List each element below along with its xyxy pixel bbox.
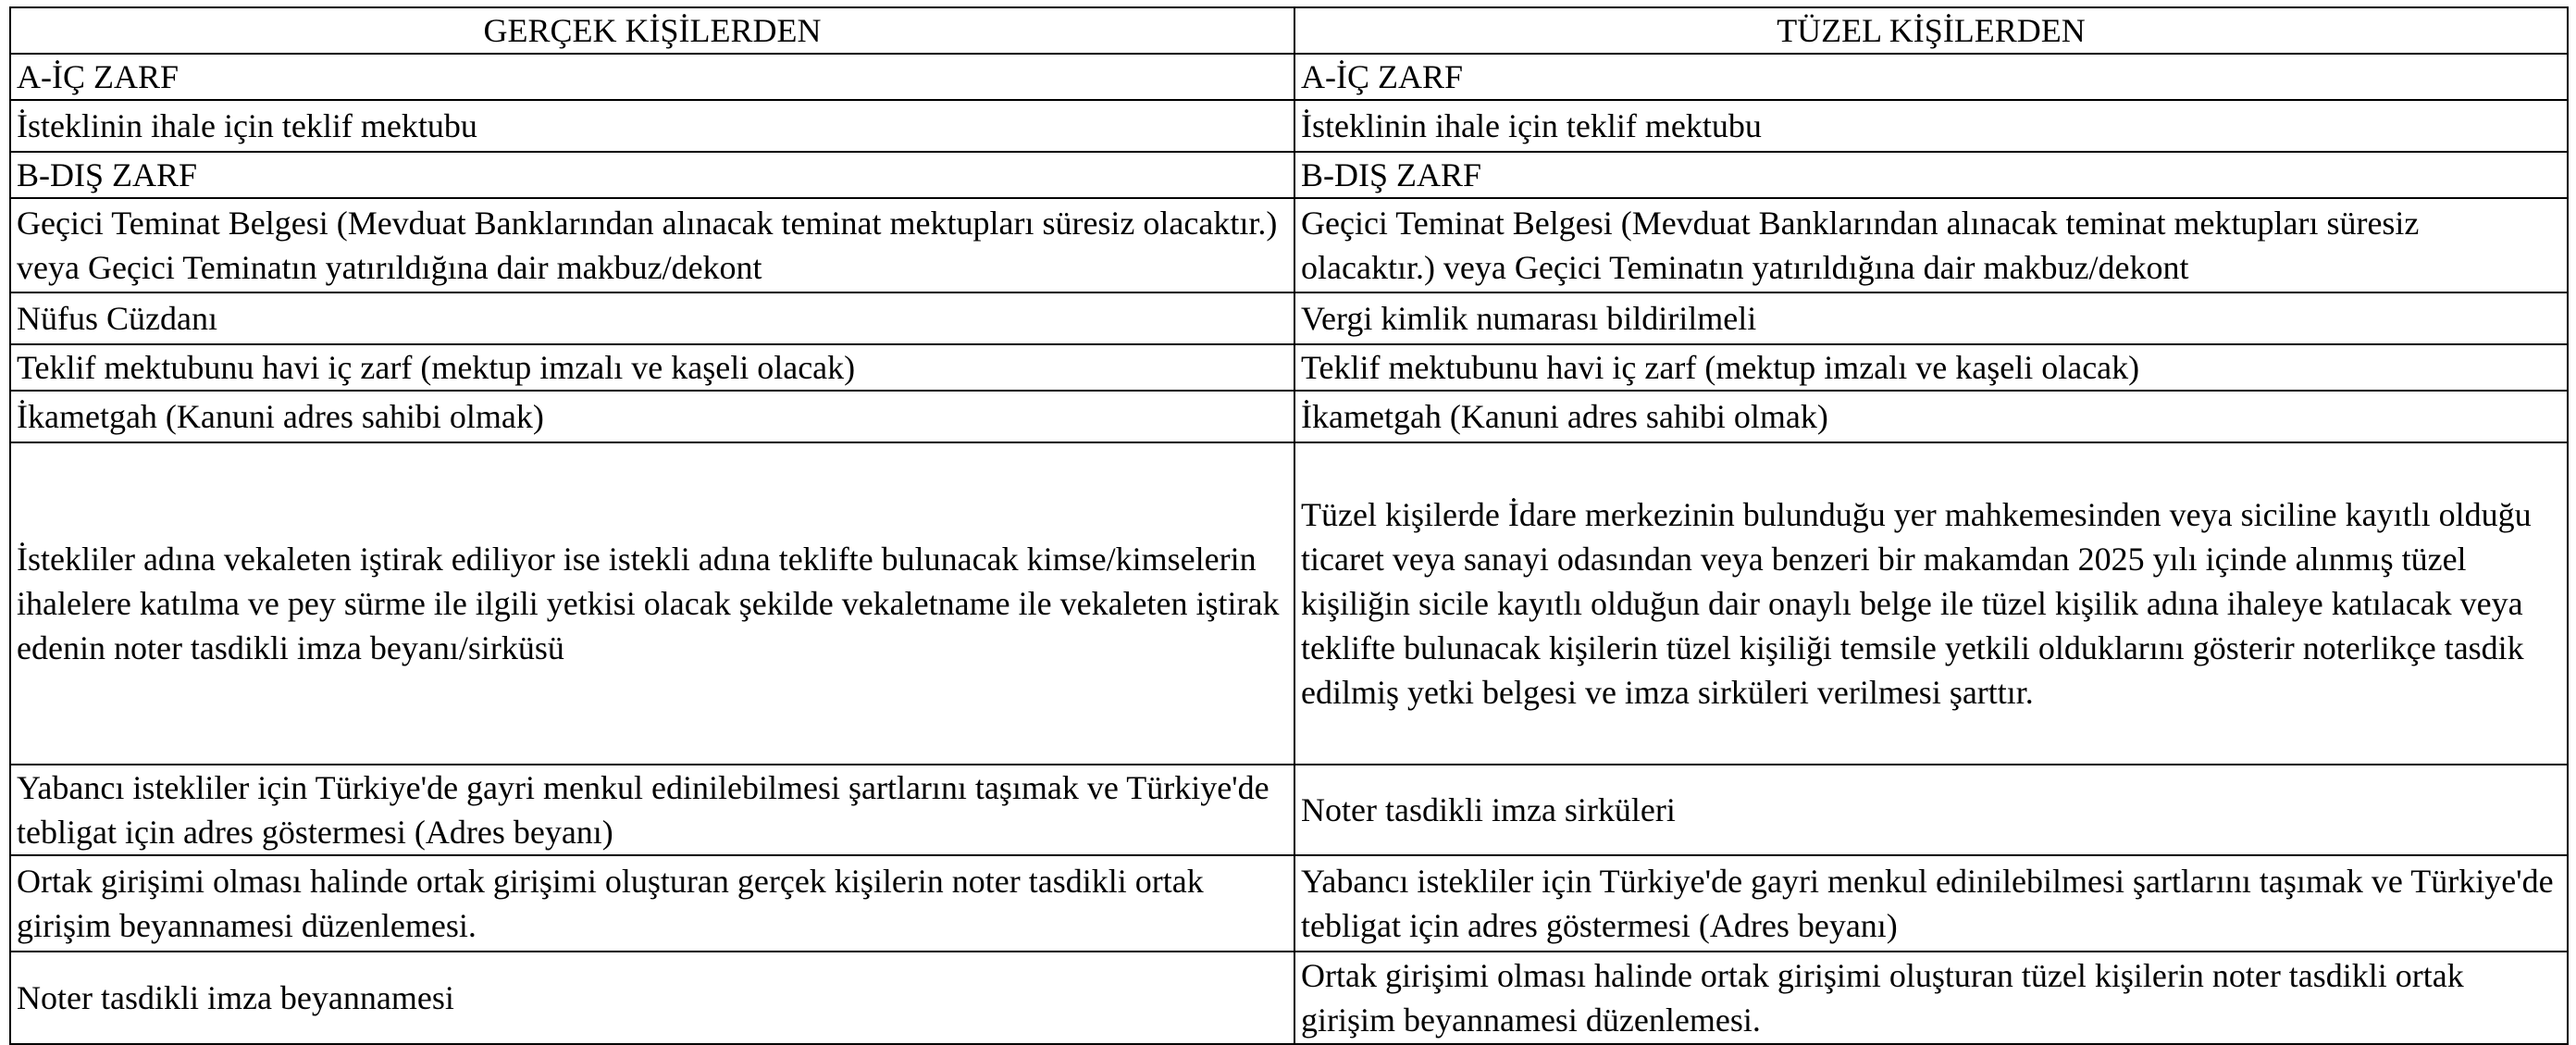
cell-tuzel: Ortak girişimi olması halinde ortak girişimi oluşturan tüzel kişilerin noter tasdikli ortak girişim beyannamesi düzenlemesi. [1294,952,2568,1044]
table-row [10,855,2568,952]
cell-gercek: İstekliler adına vekaleten iştirak ediliyor ise istekli adına teklifte bulunacak kimse/kimselerin ihalelere katılma ve pey sürme ile ilgili yetkisi olacak şekilde vekaletname ile vekaleten iştirak edenin noter tasdikli imza beyanı/sirküsü [10,442,1294,765]
table-row [10,54,2568,100]
cell-gercek: Ortak girişimi olması halinde ortak girişimi oluşturan gerçek kişilerin noter tasdikli ortak girişim beyannamesi düzenlemesi. [10,855,1294,952]
cell-gercek: İkametgah (Kanuni adres sahibi olmak) [10,391,1294,442]
requirements-table [9,6,2569,1045]
table-row [10,442,2568,765]
cell-tuzel: Yabancı istekliler için Türkiye'de gayri menkul edinilebilmesi şartlarını taşımak ve Türkiye'de tebligat için adres göstermesi (Adres beyanı) [1294,855,2568,952]
cell-gercek: Geçici Teminat Belgesi (Mevduat Banklarından alınacak teminat mektupları süresiz olacaktır.) veya Geçici Teminatın yatırıldığına dair makbuz/dekont [10,198,1294,292]
table-row [10,152,2568,198]
table-row [10,292,2568,344]
cell-gercek: A-İÇ ZARF [10,54,1294,100]
cell-tuzel: Vergi kimlik numarası bildirilmeli [1294,292,2568,344]
table-row [10,765,2568,855]
header-tuzel-kisiler: TÜZEL KİŞİLERDEN [1294,7,2568,54]
table-row [10,952,2568,1044]
cell-tuzel: İsteklinin ihale için teklif mektubu [1294,100,2568,152]
cell-tuzel: Tüzel kişilerde İdare merkezinin bulunduğu yer mahkemesinden veya siciline kayıtlı olduğu ticaret veya sanayi odasından veya benzeri bir makamdan 2025 yılı içinde alınmış tüzel kişiliğin sicile kayıtlı olduğun dair onaylı belge ile tüzel kişilik adına ihaleye katılacak veya teklifte bulunacak kişilerin tüzel kişiliği temsile yetkili olduklarını gösterir noterlikçe tasdik edilmiş yetki belgesi ve imza sirküleri verilmesi şarttır. [1294,442,2568,765]
header-gercek-kisiler: GERÇEK KİŞİLERDEN [10,7,1294,54]
header-row [10,7,2568,54]
table-row [10,198,2568,292]
cell-gercek: B-DIŞ ZARF [10,152,1294,198]
table-row [10,100,2568,152]
cell-tuzel: Geçici Teminat Belgesi (Mevduat Banklarından alınacak teminat mektupları süresiz olacaktır.) veya Geçici Teminatın yatırıldığına dair makbuz/dekont [1294,198,2568,292]
cell-tuzel: Noter tasdikli imza sirküleri [1294,765,2568,855]
cell-gercek: İsteklinin ihale için teklif mektubu [10,100,1294,152]
cell-tuzel: B-DIŞ ZARF [1294,152,2568,198]
cell-tuzel: A-İÇ ZARF [1294,54,2568,100]
cell-tuzel: Teklif mektubunu havi iç zarf (mektup imzalı ve kaşeli olacak) [1294,344,2568,391]
table-row [10,344,2568,391]
cell-gercek: Teklif mektubunu havi iç zarf (mektup imzalı ve kaşeli olacak) [10,344,1294,391]
cell-gercek: Nüfus Cüzdanı [10,292,1294,344]
cell-gercek: Noter tasdikli imza beyannamesi [10,952,1294,1044]
cell-tuzel: İkametgah (Kanuni adres sahibi olmak) [1294,391,2568,442]
table-row [10,391,2568,442]
cell-gercek: Yabancı istekliler için Türkiye'de gayri menkul edinilebilmesi şartlarını taşımak ve Türkiye'de tebligat için adres göstermesi (Adres beyanı) [10,765,1294,855]
